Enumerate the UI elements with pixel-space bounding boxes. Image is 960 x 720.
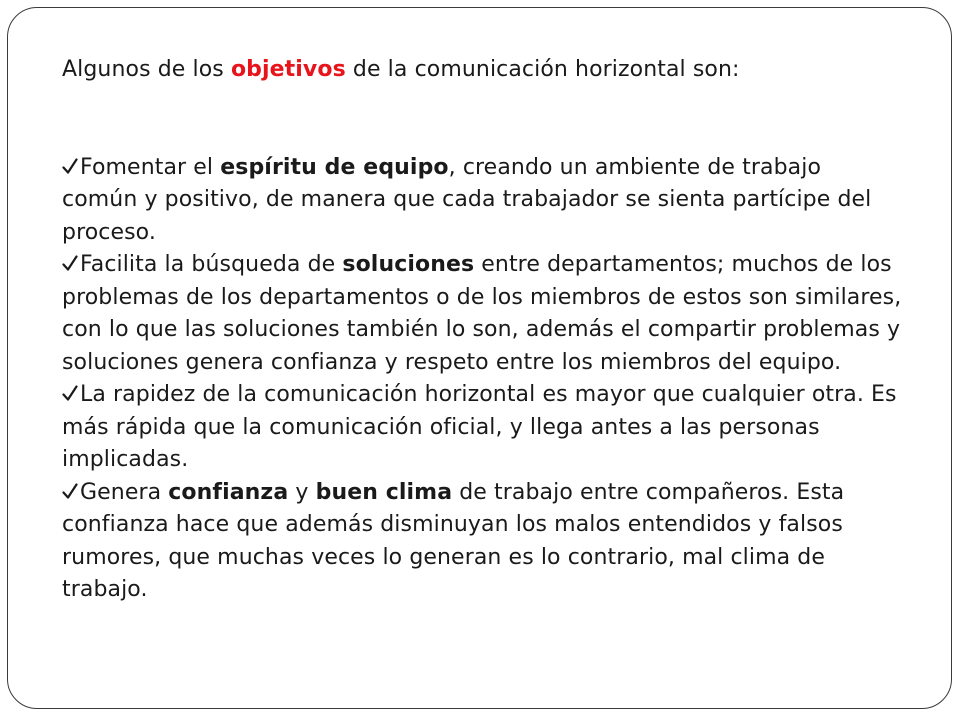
bullet-text: , creando un ambiente de trabajo común y positivo, de manera que cada trabajador se sienta partícipe del proceso. bbox=[62, 154, 872, 245]
intro-paragraph bbox=[62, 54, 902, 87]
checkmark-icon bbox=[62, 254, 78, 272]
bullet-bold-text: soluciones bbox=[342, 252, 475, 277]
bullet-text: Facilita la búsqueda de bbox=[80, 252, 343, 277]
list-item-soluciones bbox=[62, 249, 902, 379]
slide-content bbox=[62, 54, 902, 607]
objectives-list bbox=[62, 152, 902, 607]
checkmark-icon bbox=[62, 384, 78, 402]
list-item-rapidez bbox=[62, 379, 902, 477]
bullet-text: entre departamentos; muchos de los problemas de los departamentos o de los miembros de estos son similares, con lo que las soluciones también lo son, además el compartir problemas y soluciones genera confianza y respeto entre los miembros del equipo. bbox=[62, 252, 902, 375]
intro-text-before: Algunos de los bbox=[62, 57, 231, 82]
bullet-text: Genera bbox=[80, 479, 169, 505]
list-item-espiritu-equipo bbox=[62, 152, 902, 250]
intro-highlight-objetivos: objetivos bbox=[230, 57, 346, 82]
bullet-text: de trabajo entre compañeros. Esta confianza hace que además disminuyan los malos entendidos y falsos rumores, que muchas veces lo generan es lo contrario, mal clima de trabajo. bbox=[62, 479, 845, 602]
bullet-bold-text: buen clima bbox=[315, 479, 453, 505]
bullet-bold-text: espíritu de equipo bbox=[220, 154, 449, 180]
bullet-text: La rapidez de la comunicación horizontal es mayor que cualquier otra. Es más rápida que la comunicación oficial, y llega antes a las personas implicadas. bbox=[62, 382, 897, 472]
bullet-bold-text: confianza bbox=[168, 479, 289, 505]
bullet-text: Fomentar el bbox=[80, 154, 221, 180]
intro-text-after: de la comunicación horizontal son: bbox=[345, 57, 740, 82]
list-item-confianza bbox=[62, 477, 902, 607]
checkmark-icon bbox=[62, 482, 78, 500]
bullet-text: y bbox=[288, 479, 316, 505]
checkmark-icon bbox=[62, 157, 78, 175]
